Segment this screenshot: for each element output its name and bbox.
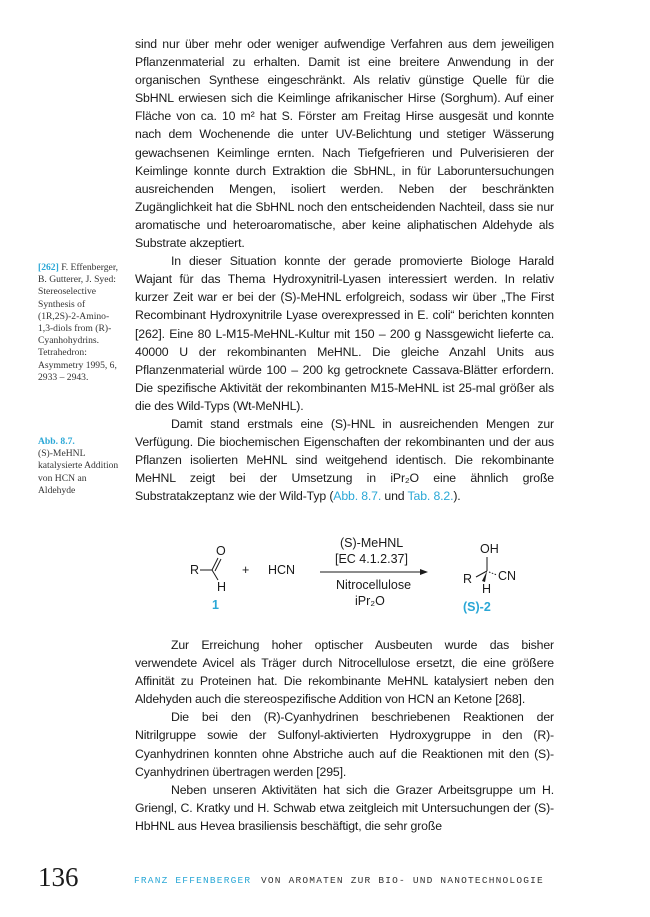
- product-h: H: [482, 582, 492, 596]
- reactant-o: O: [216, 544, 226, 558]
- paragraph-3-end: ).: [453, 489, 461, 504]
- compound-label-2: (S)-2: [463, 600, 491, 614]
- footer-author: FRANZ EFFENBERGER: [134, 875, 252, 886]
- condition-ec-number: [EC 4.1.2.37]: [335, 552, 408, 566]
- sidenote-tag: [262]: [38, 262, 59, 273]
- condition-enzyme: (S)-MeHNL: [340, 536, 404, 550]
- paragraph-3: [135, 415, 554, 505]
- paragraph-2: In dieser Situation konnte der gerade promovierte Biologe Harald Wajant für das Thema Hydroxynitril-Lyasen interessiert werden. In relativ kurzer Zeit war er bei der (S)-MeHNL erfolgreich, sodass wir über „The First Recombinant Hydroxynitrile Lyase overexpressed in E. coli“ berichten konnten [262]. Eine 80 L-M15-MeHNL-Kultur mit 150 – 200 g Nassgewicht lieferte ca. 40000 U der rekombinanten MeHNL. Die gleiche Anzahl Units aus Pflanzenmaterial würde 100 – 200 kg getrocknete Cassava-Blätter erfordern. Die spezifische Aktivität der rekombinanten M15-MeHNL ist 25-mal größer als die des Wild-Typs (Wt-MeNHL).: [135, 254, 554, 413]
- sidenote-text: F. Effenberger, B. Gutterer, J. Syed: Stereoselective Synthesis of (1R,2S)-2-Amino-1,3-diols from (R)-Cyanhohydrins. Tetrahedron: Asymmetry 1995, 6, 2933 – 2943.: [38, 262, 119, 383]
- figure-caption-tag: Abb. 8.7.: [38, 436, 75, 447]
- sidenote-reference-262: [38, 262, 120, 384]
- reactant-h: H: [217, 580, 227, 594]
- product-cn: CN: [498, 569, 517, 583]
- compound-label-1: 1: [212, 598, 219, 612]
- plus-sign: +: [242, 563, 250, 577]
- hashed-bond-cn: [489, 572, 497, 575]
- bond-c-o-1: [212, 558, 218, 570]
- sidenote-figure-caption: [38, 436, 120, 497]
- page-footer: [38, 862, 598, 892]
- product-oh: OH: [480, 542, 499, 556]
- paragraph-1: sind nur über mehr oder weniger aufwendige Verfahren aus dem jeweiligen Pflanzenmaterial zu erhalten. Damit ist eine breitere Anwendung in der organischen Synthese eingeschränkt. Als relativ günstige Quelle für die SbHNL erwiesen sich die Keimlinge afrikanischer Hirse (Sorghum). Auf einer Fläche von ca. 10 m² hat S. Förster am Freitag Hirse ausgesät und konnte nach dem Wochenende die unter UV-Belichtung und stetiger Wässerung gewachsenen Keimlinge ernten. Nach Tiefgefrieren und Pulverisieren der Keimlinge konnte durch Extraktion die SbHNL, in für Laboruntersuchungen ausreichenden Mengen, isoliert werden. Neben der beschränkten Zugänglichkeit hat die SbHNL noch den entscheidenden Nachteil, dass sie nur aromatische und heteroaromatische, aber keine aliphatischen Aldehyde als Substrate akzeptiert.: [135, 37, 554, 251]
- paragraph-6: Neben unseren Aktivitäten hat sich die Grazer Arbeitsgruppe um H. Griengl, C. Kratky und H. Schwab etwa zeitgleich mit Untersuchungen der (S)-HbHNL aus Hevea brasiliensis beschäftigt, die sehr große: [135, 782, 554, 833]
- main-text: [135, 35, 554, 505]
- reaction-scheme-svg: [160, 525, 560, 625]
- condition-solvent: iPr₂O: [355, 594, 385, 608]
- paragraph-3-and: und: [381, 489, 408, 504]
- paragraph-5: Die bei den (R)-Cyanhydrinen beschriebenen Reaktionen der Nitrilgruppe sowie der Sulfonyl-aktivierten Hydroxygruppe in den (R)-Cyanhydrinen konnten ohne Abstriche auch auf die Reaktionen mit den (S)-Cyanhydrinen übertragen werden [295].: [135, 710, 554, 779]
- main-text-continued: [135, 636, 554, 835]
- footer-book-title: VON AROMATEN ZUR BIO- UND NANOTECHNOLOGIE: [261, 875, 544, 886]
- paragraph-4: Zur Erreichung hoher optischer Ausbeuten wurde das bisher verwendete Avicel als Träger durch Nitrocellulose ersetzt, die eine größere Affinität zu Proteinen hat. Die rekombinante MeHNL katalysiert neben den Aldehyden auch die stereospezifische Addition von HCN an Ketone [268].: [135, 638, 554, 707]
- reaction-arrow-head: [420, 569, 428, 575]
- paragraph-3-text: Damit stand erstmals eine (S)-HNL in ausreichenden Mengen zur Verfügung. Die biochemischen Eigenschaften der rekombinanten und der aus Pflanzen isolierten MeHNL sind weitgehend identisch. Die rekombinante MeHNL zeigt bei der Umsetzung in iPr₂O eine ähnlich große Substratakzeptanz wie der Wild-Typ (: [135, 416, 554, 504]
- ref-abb-8-7[interactable]: Abb. 8.7.: [333, 489, 382, 504]
- page-number: 136: [38, 862, 79, 892]
- condition-support: Nitrocellulose: [336, 578, 412, 592]
- bond-c-o-2: [215, 559, 221, 571]
- reagent-hcn: HCN: [268, 563, 296, 577]
- bond-c-h: [212, 570, 218, 580]
- reaction-scheme: [160, 525, 560, 625]
- figure-caption-text: (S)-MeHNL katalysierte Addition von HCN an Aldehyde: [38, 448, 119, 496]
- ref-tab-8-2[interactable]: Tab. 8.2.: [407, 489, 454, 504]
- reactant-r: R: [190, 563, 200, 577]
- product-r: R: [463, 572, 473, 586]
